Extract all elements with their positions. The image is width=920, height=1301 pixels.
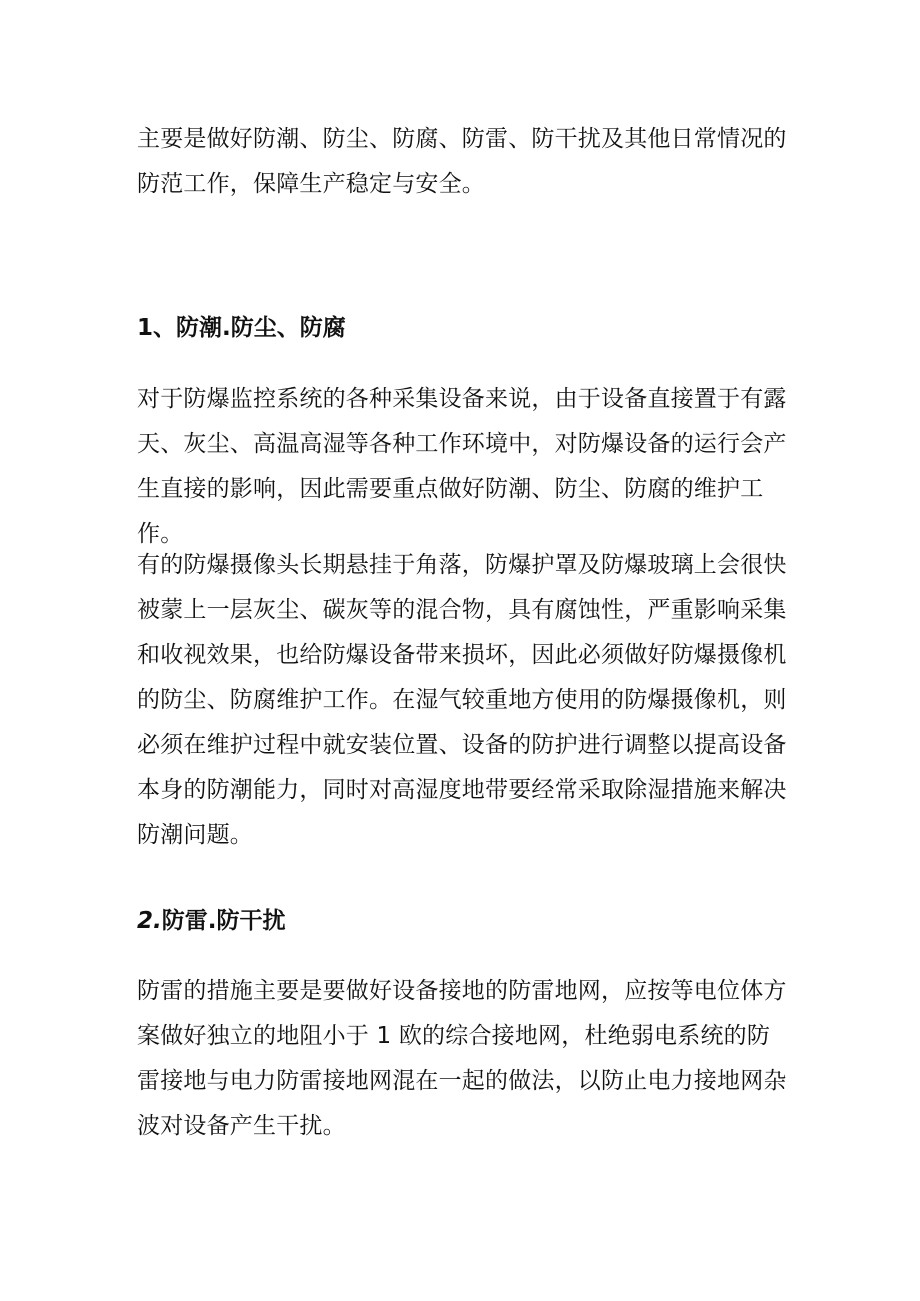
intro-paragraph: 主要是做好防潮、防尘、防腐、防雷、防干扰及其他日常情况的防范工作，保障生产稳定与安全。	[137, 126, 787, 197]
section-1-paragraph-1: 对于防爆监控系统的各种采集设备来说，由于设备直接置于有露天、灰尘、高温高湿等各种工作环境中，对防爆设备的运行会产生直接的影响，因此需要重点做好防潮、防尘、防腐的维护工作。	[137, 386, 787, 547]
section-2-heading-text: 防雷.防干扰	[161, 908, 286, 934]
section-2-heading-number: 2.	[137, 908, 162, 934]
section-2-heading	[137, 906, 787, 936]
section-2-paragraph-1: 防雷的措施主要是要做好设备接地的防雷地网，应按等电位体方案做好独立的地阻小于 1 欧的综合接地网，杜绝弱电系统的防雷接地与电力防雷接地网混在一起的做法，以防止电力接地网杂波对设备产生干扰。	[137, 978, 787, 1139]
section-1-paragraph-2: 有的防爆摄像头长期悬挂于角落，防爆护罩及防爆玻璃上会很快被蒙上一层灰尘、碳灰等的混合物，具有腐蚀性，严重影响采集和收视效果，也给防爆设备带来损坏，因此必须做好防爆摄像机的防尘、防腐维护工作。在湿气较重地方使用的防爆摄像机，则必须在维护过程中就安装位置、设备的防护进行调整以提高设备本身的防潮能力，同时对高湿度地带要经常采取除湿措施来解决防潮问题。	[137, 552, 787, 848]
section-1-heading: 1、防潮.防尘、防腐	[137, 315, 346, 341]
